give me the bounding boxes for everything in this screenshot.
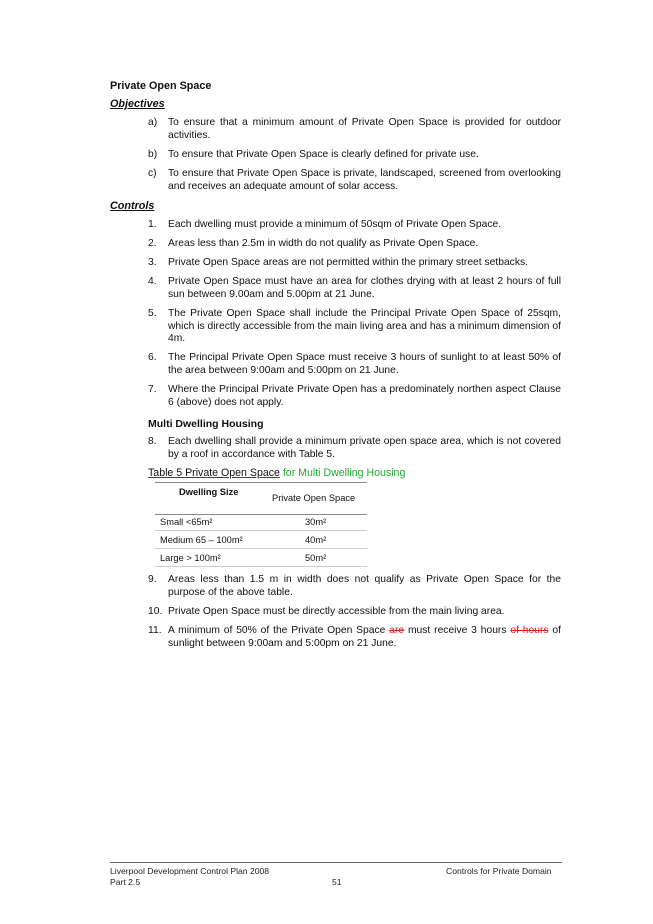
item-marker: 3. — [148, 257, 157, 268]
control-item — [148, 574, 561, 599]
table-cell: 30m² — [305, 517, 327, 527]
objective-item — [148, 149, 561, 162]
item-text-tracked — [168, 625, 561, 650]
item-text: The Principal Private Open Space must receive 3 hours of sunlight to at least 50% of the area between 9:00am and 5:00pm on 21 June. — [168, 352, 561, 376]
column-header: Private Open Space — [272, 493, 356, 503]
objective-item — [148, 168, 561, 193]
control-item — [148, 308, 561, 346]
item-text: To ensure that a minimum amount of Private Open Space is provided for outdoor activities. — [168, 117, 561, 141]
control-item — [148, 625, 561, 650]
item-marker: 7. — [148, 384, 157, 395]
item-marker: b) — [148, 149, 158, 160]
control-item — [148, 219, 561, 232]
text-run: of sunlight between 9:00am and 5:00pm on 21 June. — [168, 625, 561, 649]
caption-inserted-text: for Multi Dwelling Housing — [279, 467, 406, 479]
item-marker: 2. — [148, 238, 157, 249]
item-text: Private Open Space areas are not permitted within the primary street setbacks. — [168, 257, 528, 268]
item-text: Private Open Space must be directly accessible from the main living area. — [168, 606, 505, 617]
table-row — [155, 532, 367, 549]
item-marker: 4. — [148, 276, 157, 287]
item-marker: 6. — [148, 352, 157, 363]
item-text: To ensure that Private Open Space is private, landscaped, screened from overlooking and receives an adequate amount of solar access. — [168, 168, 561, 192]
footer-doc-title: Liverpool Development Control Plan 2008 — [110, 866, 270, 876]
item-text: Areas less than 1.5 m in width does not qualify as Private Open Space for the purpose of the above table. — [168, 574, 561, 598]
item-text: Areas less than 2.5m in width do not qualify as Private Open Space. — [168, 238, 479, 249]
objective-item — [148, 117, 561, 142]
control-item — [148, 352, 561, 377]
item-text: The Private Open Space shall include the Principal Private Open Space of 25sqm, which is directly accessible from the main living area and has a minimum dimension of 4m. — [168, 308, 561, 345]
item-marker: 10. — [148, 606, 163, 617]
control-item — [148, 238, 561, 251]
control-item — [148, 276, 561, 301]
footer-section-name: Controls for Private Domain — [446, 866, 552, 876]
item-text: Where the Principal Private Private Open has a predominately northen aspect Clause 6 (above) does not apply. — [168, 384, 561, 408]
section-title: Private Open Space — [110, 80, 212, 92]
control-item — [148, 257, 561, 270]
text-run: A minimum of 50% of the Private Open Space — [168, 625, 390, 636]
control-item — [148, 606, 561, 619]
row-divider — [155, 530, 367, 531]
item-marker: a) — [148, 117, 158, 128]
column-header: Dwelling Size — [179, 487, 239, 497]
item-marker: 9. — [148, 574, 157, 585]
objectives-heading: Objectives — [110, 98, 165, 110]
item-text: Each dwelling must provide a minimum of 50sqm of Private Open Space. — [168, 219, 502, 230]
table-top-rule — [155, 482, 367, 483]
table-cell: 40m² — [305, 535, 327, 545]
row-divider — [155, 566, 367, 567]
control-item — [148, 384, 561, 409]
deleted-text: are — [389, 625, 405, 636]
item-marker: 1. — [148, 219, 157, 230]
text-run: must receive 3 hours — [404, 625, 511, 636]
footer-rule — [110, 862, 562, 863]
table-row — [155, 514, 367, 531]
table-cell: Medium 65 – 100m² — [160, 535, 243, 545]
item-text: Each dwelling shall provide a minimum private open space area, which is not covered by a roof in accordance with Table 5. — [168, 436, 561, 460]
caption-text: Table 5 Private Open Space — [148, 467, 280, 479]
item-marker: c) — [148, 168, 157, 179]
item-marker: 5. — [148, 308, 157, 319]
item-marker: 11. — [148, 625, 162, 636]
page-number: 51 — [332, 877, 342, 887]
table-cell: Large > 100m² — [160, 553, 221, 563]
table-cell: 50m² — [305, 553, 327, 563]
control-item — [148, 436, 561, 461]
table-caption — [148, 467, 405, 479]
item-marker: 8. — [148, 436, 157, 447]
multi-dwelling-heading: Multi Dwelling Housing — [148, 418, 264, 430]
item-text: Private Open Space must have an area for clothes drying with at least 2 hours of full sun between 9.00am and 5.00pm at 21 June. — [168, 276, 561, 300]
item-text: To ensure that Private Open Space is clearly defined for private use. — [168, 149, 479, 160]
controls-heading: Controls — [110, 200, 155, 212]
table-row — [155, 550, 367, 567]
deleted-text: of hours — [510, 625, 549, 636]
table-cell: Small <65m² — [160, 517, 213, 527]
row-divider — [155, 548, 367, 549]
footer-part: Part 2.5 — [110, 877, 141, 887]
